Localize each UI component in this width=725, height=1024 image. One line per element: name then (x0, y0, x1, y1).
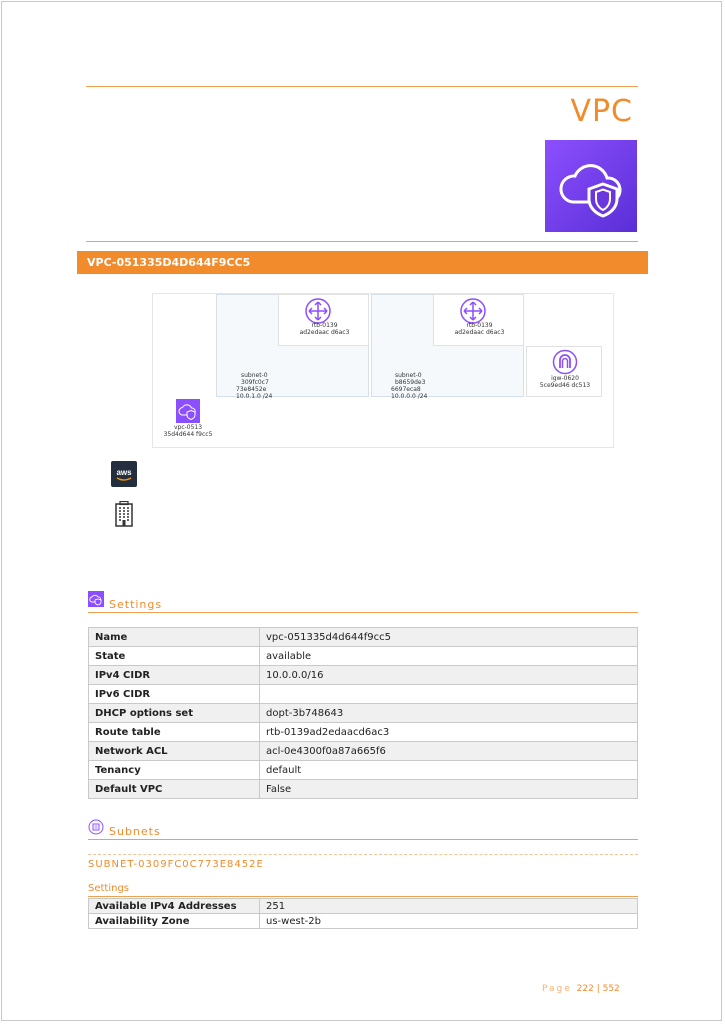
rtb1-label-1: rtb-0139 (311, 322, 338, 329)
table-row (89, 704, 638, 723)
vpc-icon[interactable] (176, 399, 200, 423)
vpc-section-bar: VPC-051335D4D644F9CC5 (77, 251, 648, 274)
subnet-settings-rule (88, 896, 638, 897)
route-table-box-1[interactable] (278, 294, 369, 346)
settings-value: available (260, 647, 638, 666)
subnet-key: Available IPv4 Addresses (89, 899, 260, 914)
table-row (89, 780, 638, 799)
table-row (89, 628, 638, 647)
settings-value: dopt-3b748643 (260, 704, 638, 723)
internet-gateway-icon (552, 349, 578, 375)
rtb1-label-2: ad2edaac d6ac3 (299, 329, 350, 336)
aws-logo-icon (111, 461, 137, 487)
igw-label-1: igw-0620 (551, 375, 579, 382)
header-bottom-rule (86, 241, 638, 242)
settings-key: State (89, 647, 260, 666)
subnet-icon (88, 819, 104, 835)
subnet-key: Availability Zone (89, 914, 260, 929)
settings-key: IPv6 CIDR (89, 685, 260, 704)
settings-key: DHCP options set (89, 704, 260, 723)
table-row (89, 899, 638, 914)
settings-key: Route table (89, 723, 260, 742)
table-row (89, 761, 638, 780)
settings-key: IPv4 CIDR (89, 666, 260, 685)
router-icon (304, 297, 332, 325)
subnet1-line-4: 10.0.1.0 /24 (236, 393, 273, 400)
subnet1-line-3: 73e8452e (236, 386, 267, 393)
table-row (89, 723, 638, 742)
subnets-rule (88, 839, 638, 840)
settings-value: False (260, 780, 638, 799)
vpc-label-1: vpc-0513 (173, 424, 203, 431)
settings-key: Default VPC (89, 780, 260, 799)
settings-value: default (260, 761, 638, 780)
subnet2-line-1: subnet-0 (395, 372, 422, 379)
vpc-settings-icon (88, 591, 104, 607)
page-number: 222 | 552 (576, 984, 620, 994)
table-row (89, 914, 638, 929)
settings-rule (88, 612, 638, 613)
settings-key: Tenancy (89, 761, 260, 780)
page-word: Page (542, 984, 572, 994)
subnet-dashed-rule (88, 854, 638, 856)
rtb2-label-2: ad2edaac d6ac3 (454, 329, 505, 336)
settings-value: 10.0.0.0/16 (260, 666, 638, 685)
subnet-id: SUBNET-0309FC0C773E8452E (88, 859, 264, 870)
igw-label-2: 5ce9ed46 dc513 (539, 382, 591, 389)
corporate-building-icon (114, 501, 134, 527)
subnet1-line-2: 309fc0c7 (241, 379, 269, 386)
settings-heading: Settings (109, 598, 163, 611)
router-icon (459, 297, 487, 325)
vpc-diagram (152, 293, 614, 448)
subnet-settings-heading: Settings (88, 883, 130, 894)
subnet1-line-1: subnet-0 (241, 372, 268, 379)
settings-value: rtb-0139ad2edaacd6ac3 (260, 723, 638, 742)
internet-gateway-box[interactable] (526, 346, 602, 397)
subnet-value: us-west-2b (260, 914, 638, 929)
table-row (89, 685, 638, 704)
rtb2-label-1: rtb-0139 (466, 322, 493, 329)
settings-table (88, 627, 638, 799)
header-top-rule (86, 86, 638, 87)
subnets-heading: Subnets (109, 825, 161, 838)
subnet-value: 251 (260, 899, 638, 914)
page-footer (542, 984, 620, 994)
settings-value: acl-0e4300f0a87a665f6 (260, 742, 638, 761)
svg-text:aws: aws (116, 468, 132, 477)
page-title: VPC (570, 94, 633, 129)
vpc-service-icon (545, 140, 637, 232)
table-row (89, 742, 638, 761)
subnet-settings-table (88, 898, 638, 929)
table-row (89, 647, 638, 666)
settings-value: vpc-051335d4d644f9cc5 (260, 628, 638, 647)
table-row (89, 666, 638, 685)
subnet2-line-4: 10.0.0.0 /24 (391, 393, 428, 400)
subnet2-line-3: 6697eca8 (391, 386, 421, 393)
subnet2-line-2: b8659de3 (395, 379, 426, 386)
settings-value (260, 685, 638, 704)
settings-key: Network ACL (89, 742, 260, 761)
route-table-box-2[interactable] (433, 294, 524, 346)
settings-key: Name (89, 628, 260, 647)
vpc-label-2: 35d4d644 f9cc5 (163, 431, 213, 438)
